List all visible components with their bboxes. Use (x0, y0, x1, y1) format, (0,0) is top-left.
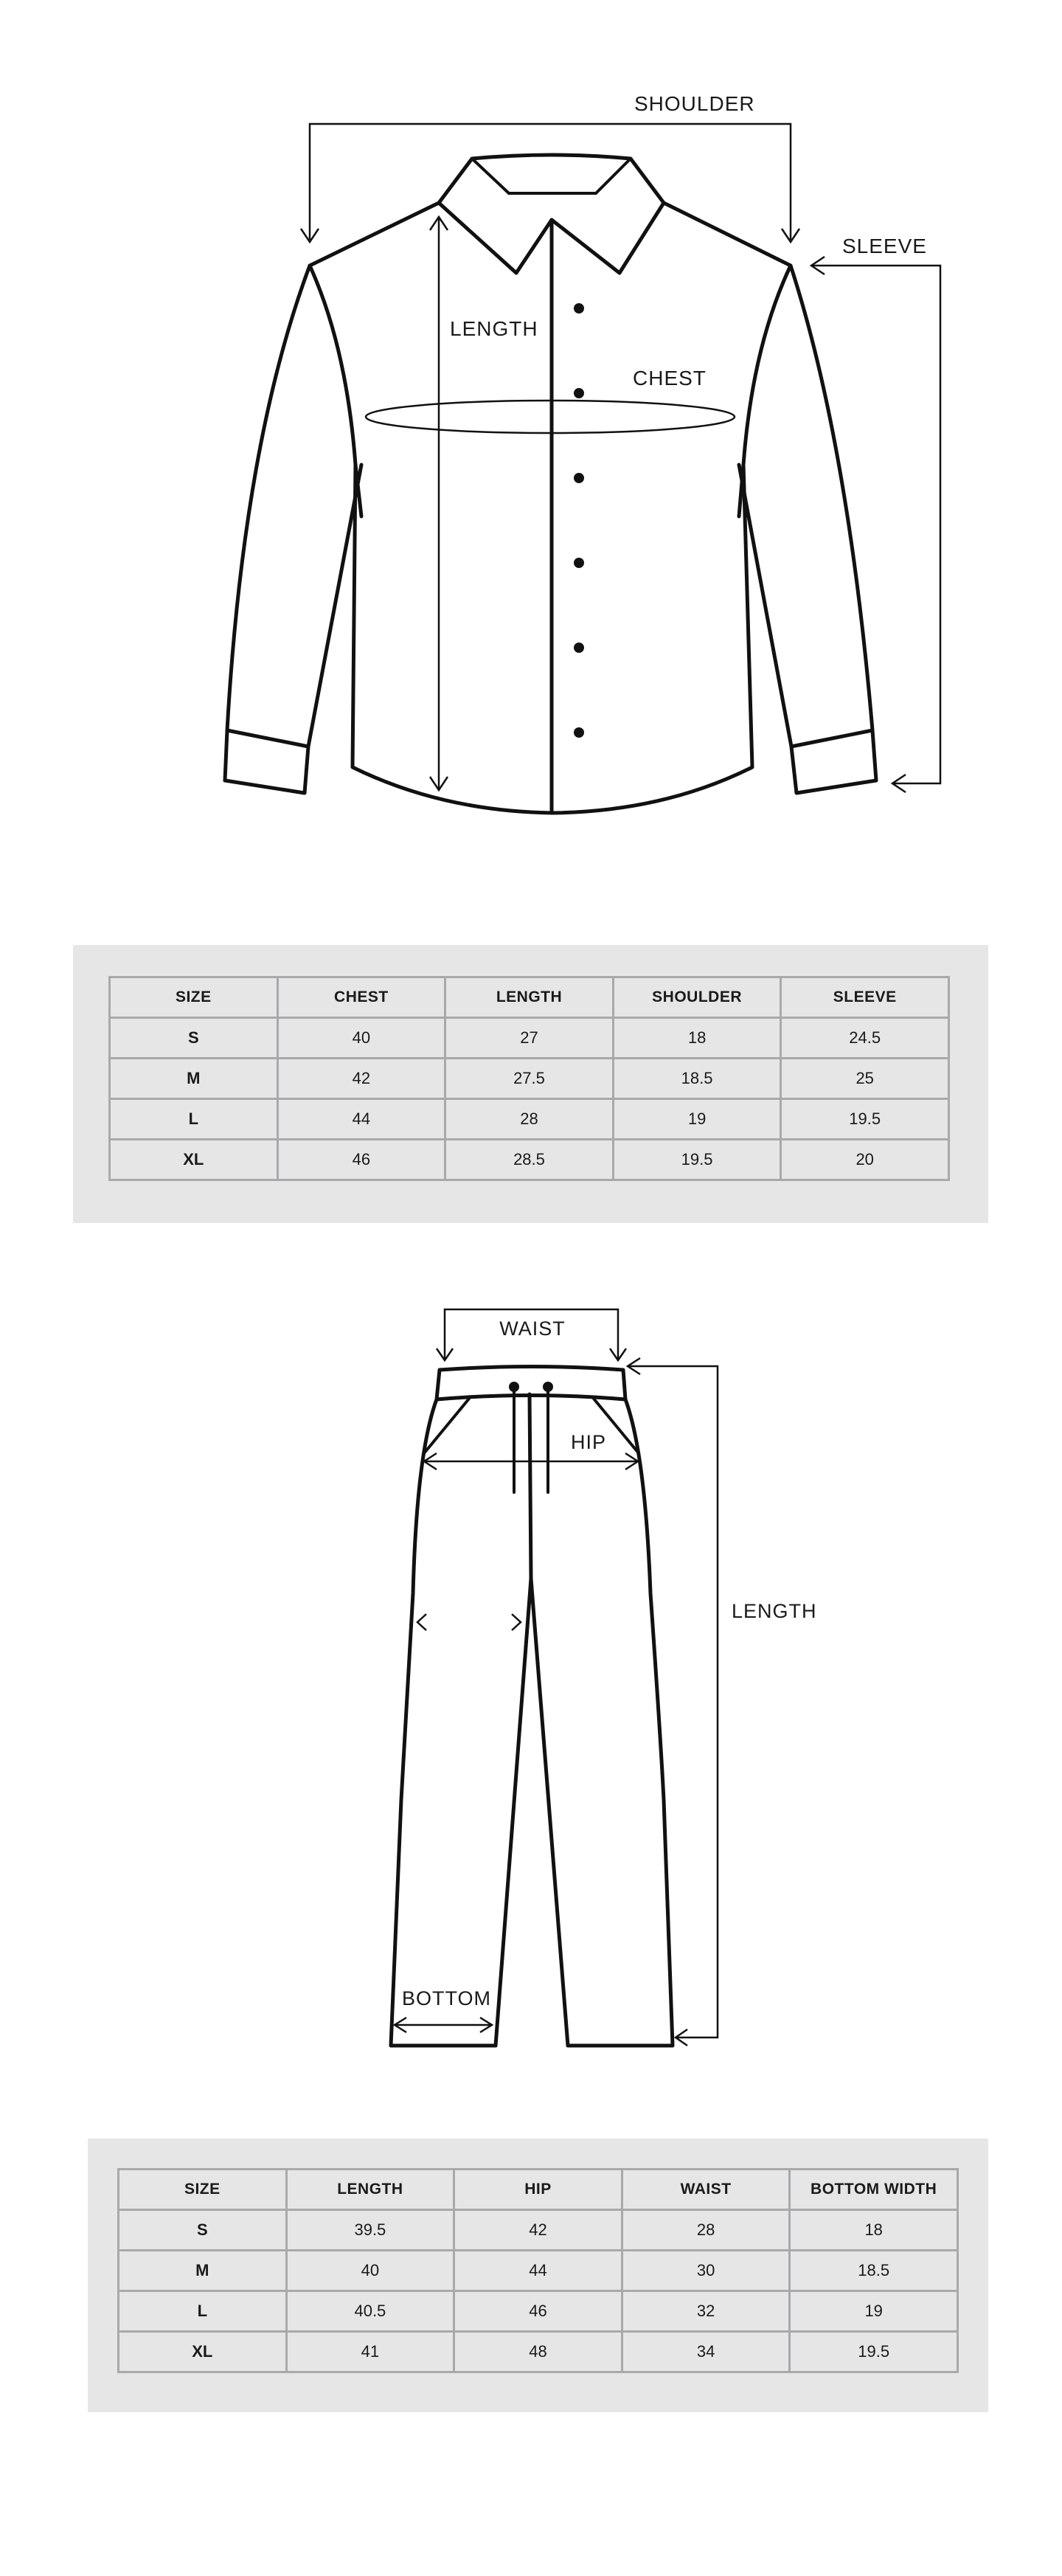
length-cell: 27.5 (445, 1059, 614, 1099)
table-header-row (119, 2170, 958, 2210)
length-cell: 40.5 (286, 2291, 454, 2332)
bottom-width-cell: 18 (790, 2210, 958, 2251)
table-row (110, 1059, 949, 1099)
size-cell: XL (110, 1140, 278, 1180)
shirt-button (574, 643, 584, 653)
chest-cell: 40 (277, 1018, 445, 1059)
pants-left-leg (391, 1394, 531, 2046)
hip-cell: 46 (454, 2291, 622, 2332)
header-waist: WAIST (622, 2170, 790, 2210)
sleeve-cell: 20 (781, 1140, 949, 1180)
size-cell: L (119, 2291, 287, 2332)
sleeve-cell: 24.5 (781, 1018, 949, 1059)
pants-size-chart (88, 2139, 988, 2412)
hip-cell: 48 (454, 2332, 622, 2372)
waist-cell: 30 (622, 2251, 790, 2291)
shoulder-cell: 19 (613, 1099, 781, 1140)
shirt-button (574, 727, 584, 738)
shoulder-label: SHOULDER (634, 92, 755, 115)
length-cell: 28.5 (445, 1140, 614, 1180)
shoulder-cell: 18.5 (613, 1059, 781, 1099)
length-cell: 41 (286, 2332, 454, 2372)
waist-label: WAIST (499, 1318, 566, 1340)
shirt-button (574, 303, 584, 314)
header-size: SIZE (110, 977, 278, 1018)
size-cell: S (110, 1018, 278, 1059)
bottom-width-cell: 18.5 (790, 2251, 958, 2291)
shirt-length-label: LENGTH (450, 317, 538, 340)
inseam-marker (417, 1614, 521, 1630)
bottom-width-cell: 19.5 (790, 2332, 958, 2372)
shirt-size-chart (73, 945, 988, 1223)
shirt-right-sleeve (739, 266, 872, 747)
size-cell: S (119, 2210, 287, 2251)
shoulder-cell: 19.5 (613, 1140, 781, 1180)
header-bottom-width: BOTTOM WIDTH (790, 2170, 958, 2210)
header-length: LENGTH (445, 977, 614, 1018)
size-cell: M (110, 1059, 278, 1099)
shirt-diagram (0, 0, 1062, 848)
length-cell: 39.5 (286, 2210, 454, 2251)
pants-length-label: LENGTH (732, 1600, 817, 1622)
length-cell: 40 (286, 2251, 454, 2291)
hip-cell: 42 (454, 2210, 622, 2251)
pants-size-table (117, 2168, 959, 2373)
sleeve-cell: 19.5 (781, 1099, 949, 1140)
pants-diagram (0, 1284, 1062, 2066)
pants-right-leg (531, 1399, 673, 2046)
shirt-left-sleeve (227, 266, 361, 747)
drawstring-tip (509, 1382, 519, 1392)
waist-cell: 34 (622, 2332, 790, 2372)
size-cell: L (110, 1099, 278, 1140)
table-row (119, 2332, 958, 2372)
header-chest: CHEST (277, 977, 445, 1018)
pants-illustration (0, 1284, 1062, 2066)
length-cell: 28 (445, 1099, 614, 1140)
shirt-buttons (574, 303, 584, 738)
shirt-illustration (0, 0, 1062, 848)
sleeve-label: SLEEVE (842, 235, 927, 257)
sleeve-cell: 25 (781, 1059, 949, 1099)
waist-cell: 32 (622, 2291, 790, 2332)
bottom-label: BOTTOM (402, 1987, 492, 2009)
shirt-size-table (108, 976, 950, 1181)
table-row (110, 1140, 949, 1180)
chest-cell: 46 (277, 1140, 445, 1180)
size-cell: M (119, 2251, 287, 2291)
table-row (110, 1099, 949, 1140)
shirt-button (574, 558, 584, 568)
hip-label: HIP (570, 1431, 607, 1453)
table-row (119, 2210, 958, 2251)
size-cell: XL (119, 2332, 287, 2372)
table-header-row (110, 977, 949, 1018)
table-row (119, 2251, 958, 2291)
chest-cell: 44 (277, 1099, 445, 1140)
chest-cell: 42 (277, 1059, 445, 1099)
header-sleeve: SLEEVE (781, 977, 949, 1018)
table-row (119, 2291, 958, 2332)
header-size: SIZE (119, 2170, 287, 2210)
hip-cell: 44 (454, 2251, 622, 2291)
shirt-button (574, 388, 584, 398)
length-cell: 27 (445, 1018, 614, 1059)
waist-cell: 28 (622, 2210, 790, 2251)
shirt-button (574, 473, 584, 483)
header-length: LENGTH (286, 2170, 454, 2210)
pants-left-pocket (424, 1399, 469, 1453)
shoulder-cell: 18 (613, 1018, 781, 1059)
header-shoulder: SHOULDER (613, 977, 781, 1018)
chest-label: CHEST (633, 367, 707, 389)
header-hip: HIP (454, 2170, 622, 2210)
drawstring-tip (543, 1382, 553, 1392)
sleeve-measure-line (813, 266, 940, 783)
bottom-width-cell: 19 (790, 2291, 958, 2332)
table-row (110, 1018, 949, 1059)
